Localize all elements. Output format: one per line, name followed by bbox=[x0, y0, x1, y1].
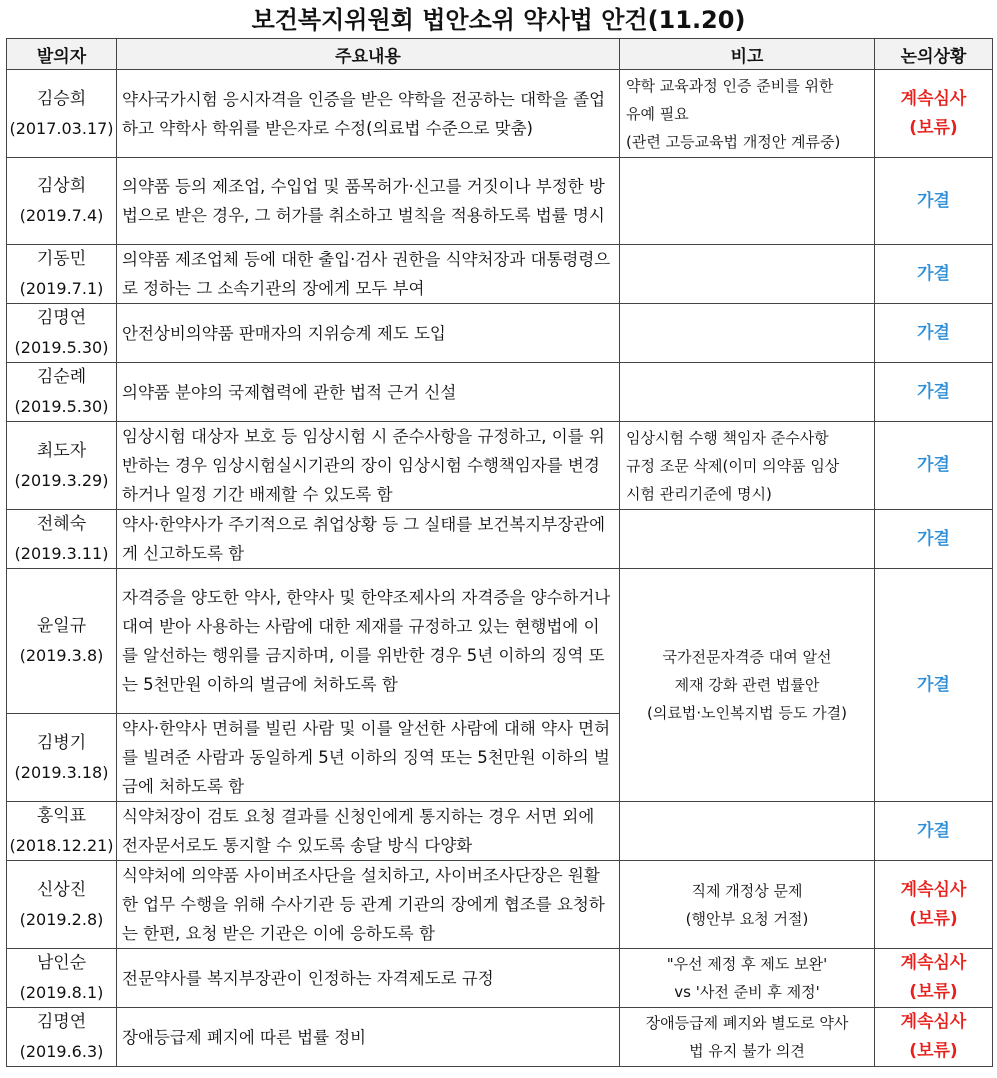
status-text: 가결 bbox=[917, 322, 950, 343]
note-line: vs '사전 준비 후 제정' bbox=[674, 983, 820, 1001]
table-row bbox=[7, 1008, 993, 1067]
status-cell bbox=[875, 949, 993, 1008]
note-cell bbox=[620, 304, 875, 363]
status-cell bbox=[875, 510, 993, 569]
status-text: 계속심사 bbox=[900, 88, 967, 109]
status-cell bbox=[875, 304, 993, 363]
status-cell bbox=[875, 158, 993, 245]
proposer-date: (2019.3.8) bbox=[19, 646, 104, 665]
note-line: 규정 조문 삭제(이미 의약품 임상 bbox=[626, 456, 840, 475]
content-cell: 약사국가시험 응시자격을 인증을 받은 약학을 전공하는 대학을 졸업하고 약학사 학위를 받은자로 수정(의료법 수준으로 맞춤) bbox=[117, 70, 620, 158]
note-line: 법 유지 불가 의견 bbox=[689, 1042, 805, 1060]
status-cell bbox=[875, 70, 993, 158]
proposer-date: (2019.3.18) bbox=[14, 762, 109, 782]
proposer-name: 김명연 bbox=[36, 1012, 87, 1032]
content-cell: 의약품 제조업체 등에 대한 출입·검사 권한을 식약처장과 대통령령으로 정하는 그 소속기관의 장에게 모두 부여 bbox=[117, 245, 620, 304]
note-cell bbox=[620, 510, 875, 569]
status-cell bbox=[875, 569, 993, 802]
content-cell: 전문약사를 복지부장관이 인정하는 자격제도로 규정 bbox=[117, 949, 620, 1008]
proposer-cell bbox=[7, 714, 117, 802]
table-row bbox=[7, 245, 993, 304]
status-text: 가결 bbox=[917, 455, 950, 475]
proposer-name: 남인순 bbox=[36, 953, 87, 973]
proposer-date: (2019.6.3) bbox=[19, 1042, 104, 1061]
header-proposer: 발의자 bbox=[7, 39, 117, 70]
status-cell bbox=[875, 363, 993, 422]
status-subtext: (보류) bbox=[909, 982, 958, 1002]
note-cell bbox=[620, 363, 875, 422]
status-text: 계속심사 bbox=[900, 879, 967, 900]
content-cell: 약사·한약사가 주기적으로 취업상황 등 그 실태를 보건복지부장관에게 신고하도록 함 bbox=[117, 510, 620, 569]
status-cell bbox=[875, 1008, 993, 1067]
content-cell: 식약처장이 검토 요청 결과를 신청인에게 통지하는 경우 서면 외에 전자문서로도 통지할 수 있도록 송달 방식 다양화 bbox=[117, 802, 620, 861]
note-cell bbox=[620, 949, 875, 1008]
status-subtext: (보류) bbox=[909, 1041, 958, 1061]
proposer-name: 김순례 bbox=[36, 367, 87, 387]
note-cell bbox=[620, 802, 875, 861]
proposer-date: (2019.3.11) bbox=[14, 544, 109, 563]
proposer-date: (2019.5.30) bbox=[14, 397, 109, 416]
note-cell bbox=[620, 70, 875, 158]
note-line: 제재 강화 관련 법률안 bbox=[674, 676, 820, 694]
status-text: 가결 bbox=[917, 381, 950, 402]
content-cell: 자격증을 양도한 약사, 한약사 및 한약조제사의 자격증을 양수하거나 대여 받아 사용하는 사람에 대한 제재를 규정하고 있는 현행법에 이를 알선하는 행위를 금지하며, 이를 위반한 경우 5년 이하의 징역 또는 5천만원 이하의 벌금에 처하도록 함 bbox=[117, 569, 620, 714]
header-status: 논의상황 bbox=[875, 39, 993, 70]
status-cell bbox=[875, 861, 993, 949]
note-line: 약학 교육과정 인증 준비를 위한 bbox=[626, 76, 834, 95]
note-cell bbox=[620, 861, 875, 949]
proposer-cell bbox=[7, 422, 117, 510]
note-cell bbox=[620, 245, 875, 304]
table-header-row bbox=[7, 39, 993, 70]
proposer-name: 전혜숙 bbox=[36, 514, 87, 534]
note-line: 시험 관리기준에 명시) bbox=[626, 484, 772, 503]
note-line: (의료법·노인복지법 등도 가결) bbox=[647, 704, 847, 722]
content-cell: 의약품 분야의 국제협력에 관한 법적 근거 신설 bbox=[117, 363, 620, 422]
note-line: 임상시험 수행 책임자 준수사항 bbox=[626, 428, 829, 447]
status-text: 계속심사 bbox=[900, 1012, 967, 1032]
content-cell: 임상시험 대상자 보호 등 임상시험 시 준수사항을 규정하고, 이를 위반하는 경우 임상시험실시기관의 장이 임상시험 수행책임자를 변경하거나 일정 기간 배제할 수 있도록 함 bbox=[117, 422, 620, 510]
proposer-cell bbox=[7, 949, 117, 1008]
proposer-date: (2019.7.4) bbox=[19, 206, 104, 225]
proposer-name: 김명연 bbox=[36, 308, 87, 328]
content-cell: 약사·한약사 면허를 빌린 사람 및 이를 알선한 사람에 대해 약사 면허를 빌려준 사람과 동일하게 5년 이하의 징역 또는 5천만원 이하의 벌금에 처하도록 함 bbox=[117, 714, 620, 802]
status-cell bbox=[875, 245, 993, 304]
note-line: 장애등급제 폐지와 별도로 약사 bbox=[645, 1014, 849, 1032]
table-row bbox=[7, 158, 993, 245]
table-row bbox=[7, 802, 993, 861]
proposer-name: 홍익표 bbox=[36, 806, 87, 826]
table-row bbox=[7, 510, 993, 569]
proposer-name: 기동민 bbox=[36, 249, 87, 269]
table-row bbox=[7, 70, 993, 158]
proposer-name: 최도자 bbox=[36, 440, 87, 461]
proposer-cell bbox=[7, 245, 117, 304]
proposer-date: (2019.3.29) bbox=[14, 470, 109, 490]
table-row bbox=[7, 422, 993, 510]
proposer-date: (2019.7.1) bbox=[19, 279, 104, 298]
proposer-name: 김상희 bbox=[36, 176, 87, 196]
proposer-name: 신상진 bbox=[36, 879, 87, 900]
content-cell: 식약처에 의약품 사이버조사단을 설치하고, 사이버조사단장은 원활한 업무 수행을 위해 수사기관 등 관계 기관의 장에게 협조를 요청하는 한편, 요청 받은 기관은 이에 응하도록 함 bbox=[117, 861, 620, 949]
note-line: "우선 제정 후 제도 보완' bbox=[666, 955, 828, 973]
table-row bbox=[7, 363, 993, 422]
proposer-cell bbox=[7, 1008, 117, 1067]
note-line: 국가전문자격증 대여 알선 bbox=[662, 648, 832, 666]
table-row bbox=[7, 569, 993, 714]
proposer-date: (2019.2.8) bbox=[19, 909, 104, 929]
header-note: 비고 bbox=[620, 39, 875, 70]
status-subtext: (보류) bbox=[909, 117, 958, 138]
proposer-date: (2019.8.1) bbox=[19, 983, 104, 1002]
status-text: 가결 bbox=[917, 820, 950, 841]
status-subtext: (보류) bbox=[909, 908, 958, 929]
status-cell bbox=[875, 422, 993, 510]
note-line: (행안부 요청 거절) bbox=[685, 909, 809, 928]
note-line: (관련 고등교육법 개정안 계류중) bbox=[626, 132, 841, 151]
table-row bbox=[7, 861, 993, 949]
note-line: 직제 개정상 문제 bbox=[691, 881, 803, 900]
status-text: 가결 bbox=[917, 263, 950, 284]
proposer-name: 윤일규 bbox=[36, 616, 87, 636]
status-text: 가결 bbox=[917, 674, 950, 695]
proposer-cell bbox=[7, 510, 117, 569]
bill-agenda-table bbox=[6, 38, 993, 1067]
status-text: 계속심사 bbox=[900, 953, 967, 973]
proposer-cell bbox=[7, 158, 117, 245]
proposer-cell bbox=[7, 363, 117, 422]
proposer-cell bbox=[7, 70, 117, 158]
status-text: 가결 bbox=[917, 528, 950, 549]
status-cell bbox=[875, 802, 993, 861]
note-cell bbox=[620, 1008, 875, 1067]
note-cell bbox=[620, 422, 875, 510]
content-cell: 의약품 등의 제조업, 수입업 및 품목허가·신고를 거짓이나 부정한 방법으로 받은 경우, 그 허가를 취소하고 벌칙을 적용하도록 법률 명시 bbox=[117, 158, 620, 245]
proposer-name: 김승희 bbox=[36, 88, 87, 109]
note-cell bbox=[620, 158, 875, 245]
table-row bbox=[7, 949, 993, 1008]
proposer-cell bbox=[7, 802, 117, 861]
proposer-cell bbox=[7, 569, 117, 714]
content-cell: 안전상비의약품 판매자의 지위승계 제도 도입 bbox=[117, 304, 620, 363]
table-row bbox=[7, 304, 993, 363]
content-cell: 장애등급제 폐지에 따른 법률 정비 bbox=[117, 1008, 620, 1067]
proposer-date: (2019.5.30) bbox=[14, 338, 109, 357]
proposer-cell bbox=[7, 861, 117, 949]
note-line: 유예 필요 bbox=[626, 104, 689, 123]
proposer-date: (2017.03.17) bbox=[9, 118, 114, 138]
proposer-name: 김병기 bbox=[36, 732, 87, 753]
proposer-date: (2018.12.21) bbox=[9, 836, 114, 855]
header-content: 주요내용 bbox=[117, 39, 620, 70]
status-text: 가결 bbox=[917, 190, 950, 211]
page-title: 보건복지위원회 법안소위 약사법 안건(11.20) bbox=[251, 6, 746, 34]
note-cell bbox=[620, 569, 875, 802]
proposer-cell bbox=[7, 304, 117, 363]
